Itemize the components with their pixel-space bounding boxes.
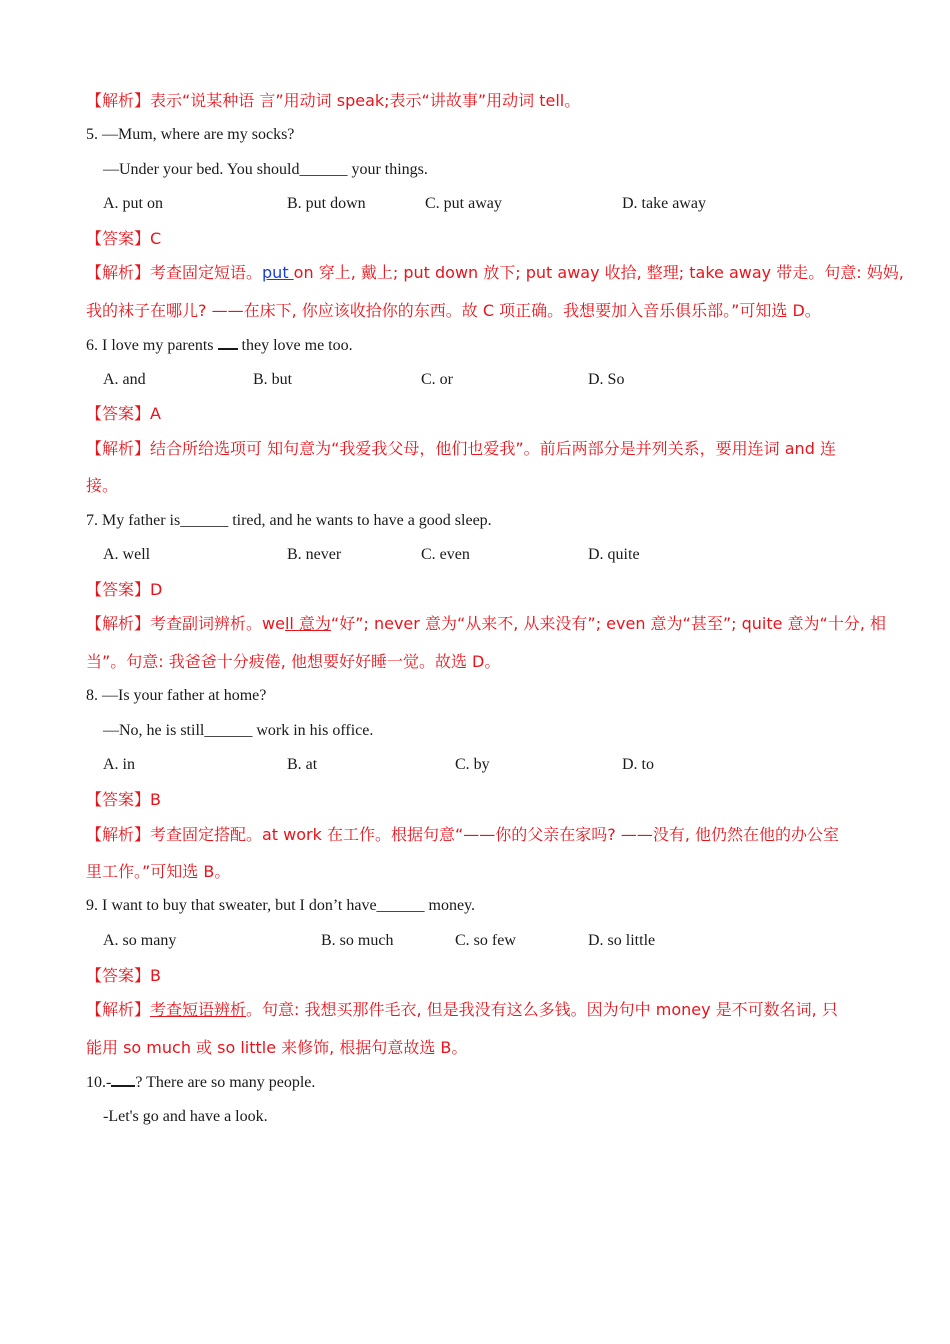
q5-option-c: C. put away: [425, 195, 502, 212]
q7-answer: 【答案】D: [86, 580, 163, 599]
q5-stem: 5. —Mum, where are my socks?: [86, 126, 295, 143]
q10-blank: [111, 1071, 135, 1087]
q8-explanation-line1: 【解析】考查固定搭配。at work 在工作。根据句意“——你的父亲在家吗? ——没有, 他仍然在他的办公室: [86, 825, 840, 844]
q9-explanation-line2: 能用 so much 或 so little 来修饰, 根据句意故选 B。: [86, 1038, 468, 1057]
q6-answer: 【答案】A: [86, 404, 161, 423]
q5-stem-reply: —Under your bed. You should______ your things.: [103, 161, 428, 178]
q8-option-d: D. to: [622, 756, 654, 773]
q10-stem-start: 10.-: [86, 1074, 112, 1091]
q8-option-a: A. in: [103, 756, 135, 773]
q8-option-b: B. at: [287, 756, 318, 773]
q6-option-d: D. So: [588, 371, 625, 388]
q5-explanation-line2: 我的袜子在哪儿? ——在床下, 你应该收拾你的东西。故 C 项正确。我想要加入音乐俱乐部。”可知选 D。: [86, 301, 821, 320]
q7-stem: 7. My father is______ tired, and he wants to have a good sleep.: [86, 512, 492, 529]
q7-option-a: A. well: [103, 546, 151, 563]
q9-answer: 【答案】B: [86, 966, 161, 985]
q7-explanation-underlined: ll 意为: [284, 614, 331, 633]
q7-explanation-line1: [86, 613, 887, 635]
q6-stem-start: 6. I love my parents: [86, 337, 218, 354]
q7-explanation-body: “好”; never 意为“从来不, 从来没有”; even 意为“甚至”; quite 意为“十分, 相: [330, 614, 887, 633]
q5-option-d: D. take away: [622, 195, 706, 212]
q8-stem-reply: —No, he is still______ work in his office.: [103, 722, 374, 739]
q7-explanation-head: 【解析】考查副词辨析。we: [86, 614, 285, 633]
q9-option-b: B. so much: [321, 932, 394, 949]
q8-answer: 【答案】B: [86, 790, 161, 809]
q5-explanation-link[interactable]: put: [262, 263, 294, 282]
q6-option-b: B. but: [253, 371, 293, 388]
q5-answer: 【答案】C: [86, 229, 162, 248]
q10-stem-reply: -Let's go and have a look.: [103, 1108, 268, 1125]
q7-option-d: D. quite: [588, 546, 640, 563]
q6-stem: [86, 334, 866, 357]
q6-explanation-line2: 接。: [86, 476, 119, 495]
q7-option-b: B. never: [287, 546, 342, 563]
q9-explanation-line1: [86, 999, 866, 1021]
q6-explanation-line1: 【解析】结合所给选项可 知句意为“我爱我父母，他们也爱我”。前后两部分是并列关系，要用连词 and 连: [86, 439, 836, 458]
q5-option-a: A. put on: [103, 195, 163, 212]
q8-option-c: C. by: [455, 756, 490, 773]
q4-explanation: 【解析】表示“说某种语 言”用动词 speak;表示“讲故事”用动词 tell。: [86, 91, 581, 110]
q9-explanation-head: 【解析】: [86, 1000, 151, 1019]
q6-option-a: A. and: [103, 371, 146, 388]
q7-option-c: C. even: [421, 546, 470, 563]
q9-stem: 9. I want to buy that sweater, but I don’t have______ money.: [86, 897, 476, 914]
q9-option-c: C. so few: [455, 932, 516, 949]
q5-explanation-head: 【解析】考查固定短语。: [86, 263, 263, 282]
q6-stem-end: they love me too.: [237, 337, 353, 354]
q10-stem: [86, 1071, 866, 1094]
q9-explanation-underlined: 考查短语辨析: [150, 1000, 247, 1019]
q6-blank: [218, 334, 238, 350]
q10-stem-end: ? There are so many people.: [135, 1074, 316, 1091]
q6-option-c: C. or: [421, 371, 453, 388]
q9-option-d: D. so little: [588, 932, 656, 949]
q5-explanation-body: on 穿上, 戴上; put down 放下; put away 收拾, 整理; take away 带走。句意: 妈妈,: [293, 263, 904, 282]
q5-explanation-line1: [86, 262, 904, 284]
q8-explanation-line2: 里工作。”可知选 B。: [86, 862, 231, 881]
q7-explanation-line2: 当”。句意: 我爸爸十分疲倦, 他想要好好睡一觉。故选 D。: [86, 652, 501, 671]
q9-explanation-body: 。句意: 我想买那件毛衣, 但是我没有这么多钱。因为句中 money 是不可数名词, 只: [246, 1000, 838, 1019]
q5-option-b: B. put down: [287, 195, 366, 212]
q9-option-a: A. so many: [103, 932, 177, 949]
q8-stem: 8. —Is your father at home?: [86, 687, 267, 704]
